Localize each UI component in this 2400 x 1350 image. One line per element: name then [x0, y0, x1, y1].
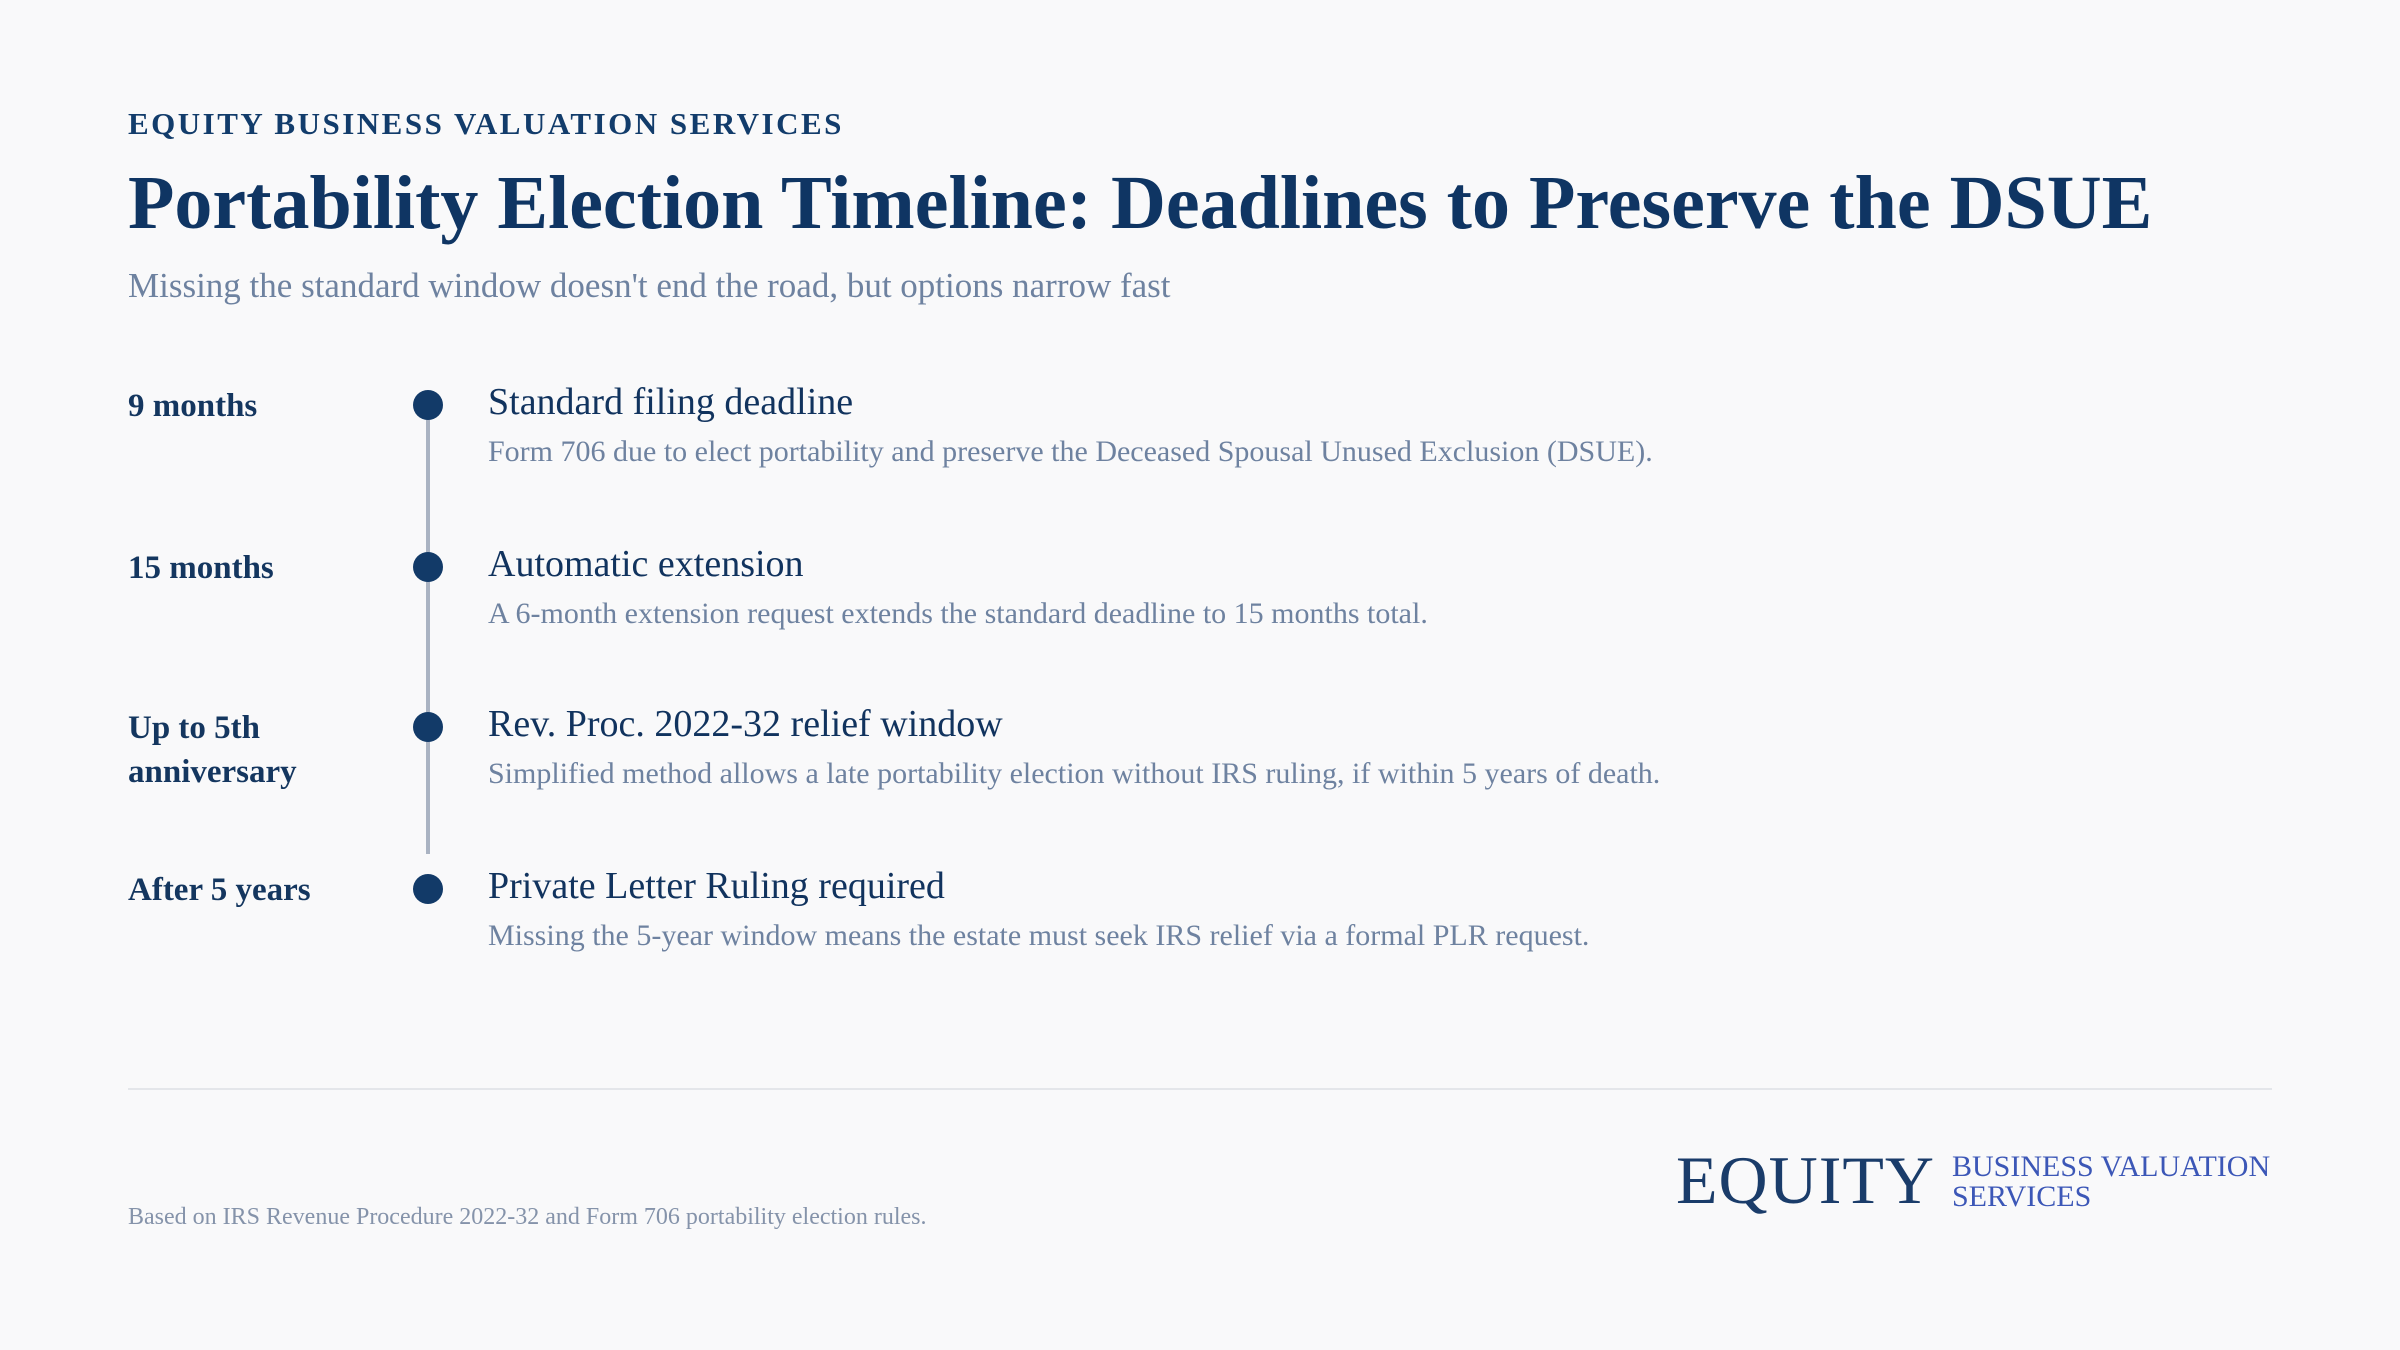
timeline-dot-icon — [413, 874, 443, 904]
timeline-when: After 5 years — [128, 872, 311, 908]
timeline-heading: Rev. Proc. 2022-32 relief window — [488, 703, 1003, 745]
page-subtitle: Missing the standard window doesn't end the road, but options narrow fast — [128, 266, 1171, 305]
timeline-when: 9 months — [128, 388, 258, 424]
timeline-item — [0, 862, 2400, 1012]
timeline-dot-icon — [413, 390, 443, 420]
timeline-when: Up to 5th anniversary — [128, 710, 297, 790]
timeline-item — [0, 378, 2400, 528]
timeline-description: Missing the 5-year window means the estate must seek IRS relief via a formal PLR request. — [488, 919, 1590, 952]
logo-wordmark: EQUITY — [1676, 1142, 1936, 1218]
logo-tagline-line-2: SERVICES — [1952, 1180, 2092, 1213]
timeline-description: Form 706 due to elect portability and preserve the Deceased Spousal Unused Exclusion (DSUE). — [488, 435, 1653, 468]
timeline-dot-icon — [413, 552, 443, 582]
timeline-heading: Standard filing deadline — [488, 381, 854, 423]
timeline-heading: Private Letter Ruling required — [488, 865, 945, 907]
source-footnote: Based on IRS Revenue Procedure 2022-32 and Form 706 portability election rules. — [128, 1204, 927, 1230]
eyebrow-label: EQUITY BUSINESS VALUATION SERVICES — [128, 106, 844, 141]
timeline-when: 15 months — [128, 550, 274, 586]
timeline-item — [0, 540, 2400, 690]
page-title: Portability Election Timeline: Deadlines to Preserve the DSUE — [128, 161, 2153, 245]
timeline-heading: Automatic extension — [488, 543, 804, 585]
logo-tagline-line-1: BUSINESS VALUATION — [1952, 1150, 2271, 1183]
timeline-dot-icon — [413, 712, 443, 742]
timeline-description: A 6-month extension request extends the standard deadline to 15 months total. — [488, 597, 1428, 630]
timeline-item — [0, 700, 2400, 850]
logo-tagline — [1952, 1152, 2270, 1212]
timeline-description: Simplified method allows a late portability election without IRS ruling, if within 5 years of death. — [488, 757, 1661, 790]
footer-divider — [128, 1088, 2272, 1090]
